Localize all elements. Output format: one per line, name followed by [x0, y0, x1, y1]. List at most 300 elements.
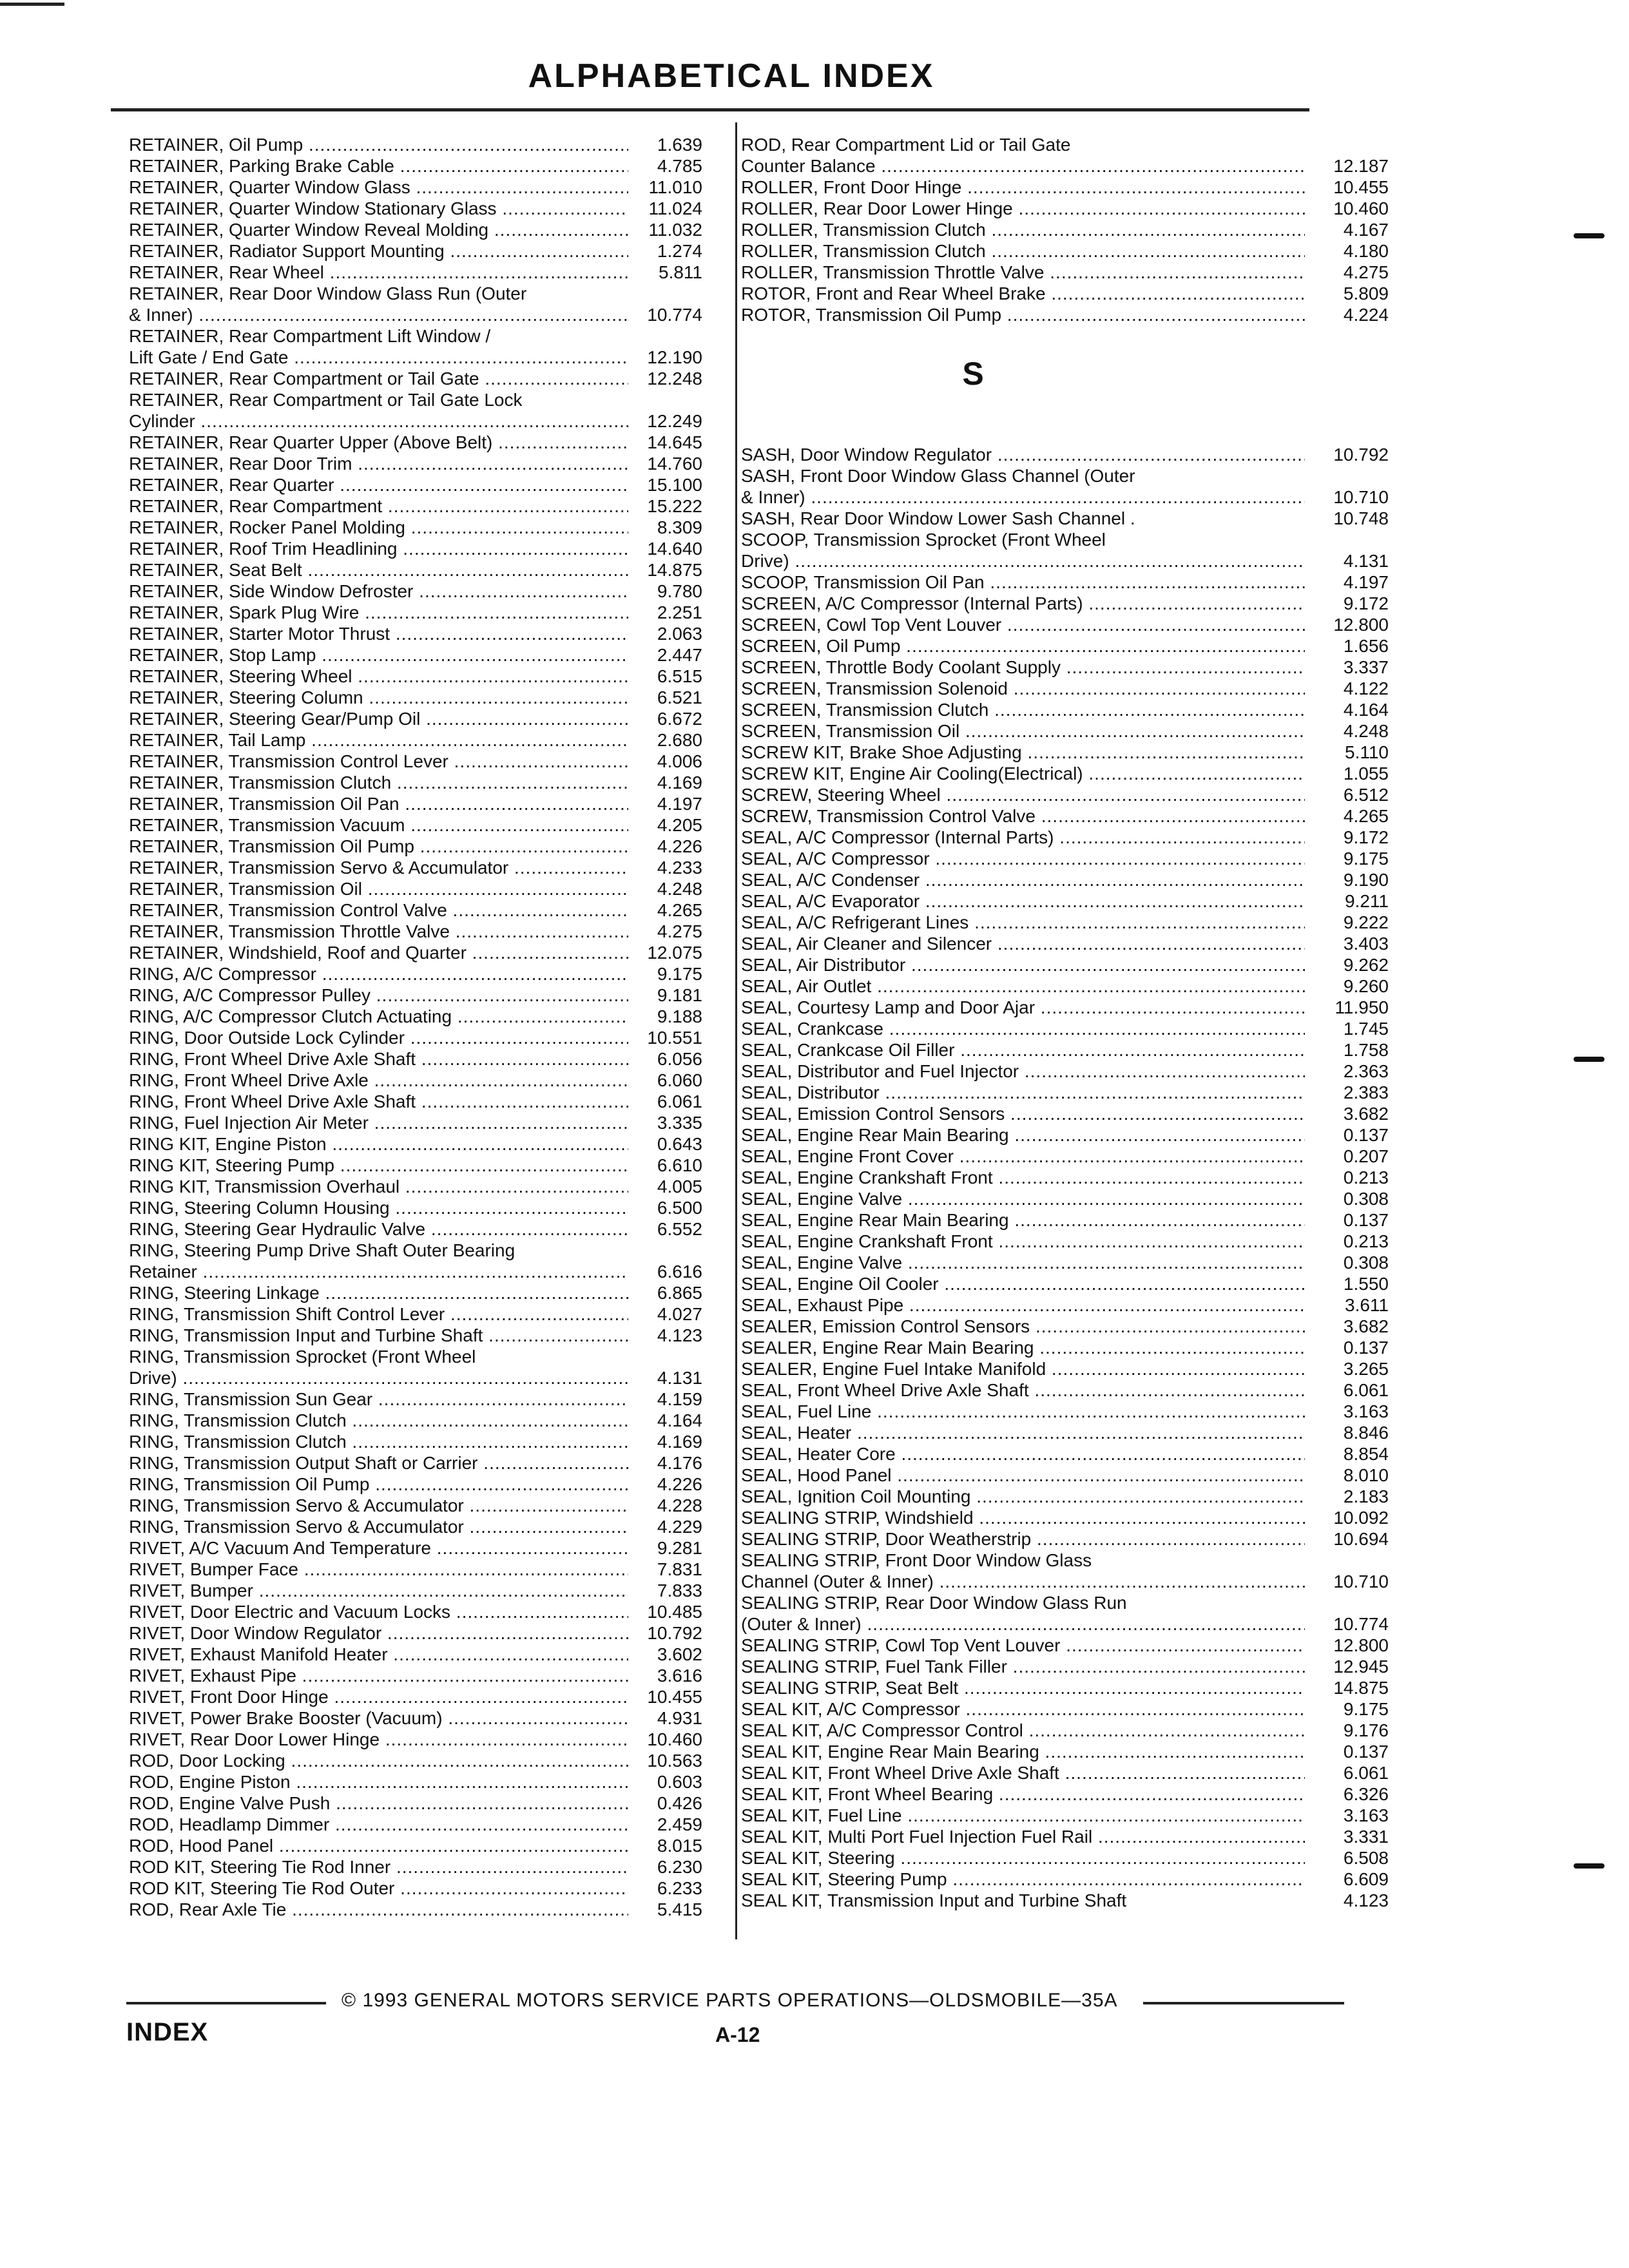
index-entry-page: 4.159 [657, 1389, 702, 1409]
index-entry-label: SEAL KIT, Fuel Line ..... [741, 1805, 1305, 1826]
index-entry-page: 4.131 [1343, 551, 1389, 571]
index-entry-label: SCREEN, Transmission Oil ..... [741, 720, 1305, 742]
index-entry [741, 1443, 1389, 1465]
index-entry-label: SCREEN, Throttle Body Coolant Supply ..... [741, 657, 1305, 678]
index-entry [741, 635, 1389, 657]
index-entry-label: SEAL KIT, Front Wheel Drive Axle Shaft ..... [741, 1762, 1305, 1783]
index-entry-label: RING, A/C Compressor ..... [129, 963, 628, 985]
index-entry-label: RETAINER, Steering Wheel ..... [129, 666, 628, 687]
index-entry-label: RING KIT, Engine Piston ..... [129, 1133, 628, 1155]
index-entry [741, 593, 1389, 614]
index-entry [129, 1218, 702, 1240]
index-entry [129, 474, 702, 495]
index-entry [129, 1899, 702, 1920]
index-entry [129, 772, 702, 793]
index-entry-page: 3.265 [1343, 1359, 1389, 1379]
index-entry-page: 10.460 [647, 1729, 702, 1749]
index-entry-label: SEAL, Front Wheel Drive Axle Shaft ..... [741, 1379, 1305, 1401]
index-entry-label: ROD, Engine Piston ..... [129, 1771, 628, 1792]
index-entry-label: Drive) ..... [741, 550, 1305, 572]
index-entry-label: RING, Transmission Oil Pump ..... [129, 1474, 628, 1495]
index-entry-label: SEAL, Ignition Coil Mounting ..... [741, 1486, 1305, 1507]
index-entry [129, 1856, 702, 1878]
index-entry [129, 538, 702, 559]
index-entry-label: SEAL KIT, Engine Rear Main Bearing ..... [741, 1741, 1305, 1762]
index-entry [129, 177, 702, 198]
index-entry-page: 5.415 [657, 1899, 702, 1919]
index-entry [741, 890, 1389, 912]
index-entry-label: RETAINER, Transmission Oil ..... [129, 878, 628, 899]
index-entry-label: SEAL, Fuel Line ..... [741, 1401, 1305, 1422]
index-entry-label: Drive) ..... [129, 1367, 628, 1389]
index-entry [741, 1231, 1389, 1252]
index-entry [741, 444, 1389, 465]
index-entry-page: 14.875 [1333, 1678, 1389, 1698]
index-entry-page: 3.682 [1343, 1104, 1389, 1124]
index-entry-page: 4.248 [657, 879, 702, 899]
index-entry-page: 4.122 [1343, 678, 1389, 698]
index-entry-label: SEAL, Crankcase Oil Filler ..... [741, 1039, 1305, 1061]
index-entry [129, 1027, 702, 1048]
index-entry-label: SEALER, Engine Fuel Intake Manifold ..... [741, 1358, 1305, 1379]
index-entry [129, 283, 702, 304]
index-entry [129, 410, 702, 432]
index-entry-label: RIVET, Power Brake Booster (Vacuum) ..... [129, 1707, 628, 1729]
index-entry [129, 963, 702, 985]
index-entry [741, 1720, 1389, 1741]
index-entry-page: 8.015 [657, 1836, 702, 1856]
index-entry [129, 814, 702, 836]
index-entry [741, 657, 1389, 678]
index-entry-label: SEAL, Air Outlet ..... [741, 975, 1305, 997]
index-entry-page: 4.275 [657, 921, 702, 941]
index-entry [129, 1006, 702, 1027]
index-entry-label: RING KIT, Steering Pump ..... [129, 1155, 628, 1176]
index-entry-page: 10.748 [1333, 508, 1389, 528]
index-entry-page: 9.172 [1343, 827, 1389, 847]
index-entry-label: SCREEN, A/C Compressor (Internal Parts) ..... [741, 593, 1305, 614]
index-entry [741, 1741, 1389, 1762]
index-entry [129, 985, 702, 1006]
index-entry-page: 10.563 [647, 1751, 702, 1771]
index-entry [129, 602, 702, 623]
index-entry-label: RIVET, Front Door Hinge ..... [129, 1686, 628, 1707]
index-entry-page: 1.639 [657, 135, 702, 155]
index-entry [129, 1048, 702, 1070]
index-column-left [129, 134, 702, 1920]
index-entry-page: 12.187 [1333, 156, 1389, 176]
index-entry-page: 1.758 [1343, 1040, 1389, 1060]
index-entry [741, 912, 1389, 933]
index-entry-label: RING, Front Wheel Drive Axle Shaft ..... [129, 1091, 628, 1112]
index-entry-page: 6.056 [657, 1049, 702, 1069]
index-entry [129, 1112, 702, 1133]
index-entry-page: 12.190 [647, 347, 702, 367]
index-entry-label: ROD, Engine Valve Push ..... [129, 1792, 628, 1814]
index-entry [741, 1783, 1389, 1805]
index-entry [129, 1516, 702, 1537]
index-entry-page: 10.455 [1333, 177, 1389, 197]
index-entry-page: 9.175 [1343, 849, 1389, 869]
index-entry [129, 1452, 702, 1474]
index-entry-label: ROD, Rear Axle Tie ..... [129, 1899, 628, 1920]
index-entry [741, 1167, 1389, 1188]
index-entry-page: 9.190 [1343, 870, 1389, 890]
footer-section-label: INDEX [126, 2018, 209, 2046]
index-entry-page: 12.249 [647, 411, 702, 431]
index-entry [741, 805, 1389, 827]
index-entry [741, 1061, 1389, 1082]
index-entry [129, 1367, 702, 1389]
index-entry [741, 997, 1389, 1018]
index-entry-label: SEAL KIT, A/C Compressor Control ..... [741, 1720, 1305, 1741]
index-entry-label: RETAINER, Transmission Clutch ..... [129, 772, 628, 793]
index-entry-label: SEAL, Engine Oil Cooler ..... [741, 1273, 1305, 1294]
index-entry-page: 12.075 [647, 943, 702, 963]
index-entry-label: RING, Steering Gear Hydraulic Valve ..... [129, 1218, 628, 1240]
index-entry-page: 10.710 [1333, 487, 1389, 507]
index-entry-page: 6.609 [1343, 1869, 1389, 1889]
index-entry [741, 954, 1389, 975]
index-entry-label: RETAINER, Rear Door Window Glass Run (Outer [129, 284, 527, 303]
index-entry-label: SCOOP, Transmission Sprocket (Front Wheel [741, 530, 1106, 550]
index-entry-label: RIVET, Rear Door Lower Hinge ..... [129, 1729, 628, 1750]
index-entry [129, 1580, 702, 1601]
index-entry-label: RETAINER, Transmission Servo & Accumulator ..... [129, 857, 628, 878]
index-entry-label: RING, Front Wheel Drive Axle ..... [129, 1070, 628, 1091]
index-entry [741, 1635, 1389, 1656]
index-entry-label: Retainer ..... [129, 1261, 628, 1282]
index-entry-page: 0.308 [1343, 1189, 1389, 1209]
index-entry-label: RING, Door Outside Lock Cylinder ..... [129, 1027, 628, 1048]
index-entry-label: RETAINER, Starter Motor Thrust ..... [129, 623, 628, 644]
index-entry-label: SCREW, Transmission Control Valve ..... [741, 805, 1305, 827]
index-entry-page: 11.024 [648, 198, 702, 218]
footer-copyright: © 1993 GENERAL MOTORS SERVICE PARTS OPERATIONS—OLDSMOBILE—35A [342, 1990, 1118, 2011]
index-entry [741, 1847, 1389, 1869]
index-entry-label: RETAINER, Rear Quarter ..... [129, 474, 628, 495]
index-entry-page: 10.694 [1333, 1529, 1389, 1549]
index-entry-label: ROTOR, Front and Rear Wheel Brake ..... [741, 283, 1305, 304]
index-entry [129, 1644, 702, 1665]
footer-rule-right [1143, 2002, 1344, 2004]
index-entry [129, 1389, 702, 1410]
index-entry-label: SCREW KIT, Engine Air Cooling(Electrical) ..... [741, 763, 1305, 784]
index-entry [741, 198, 1389, 219]
index-entry-label: RETAINER, Side Window Defroster ..... [129, 581, 628, 602]
index-entry-page: 2.251 [657, 602, 702, 622]
index-entry [129, 1091, 702, 1112]
index-entry-label: RING, Transmission Servo & Accumulator ..... [129, 1516, 628, 1537]
index-entry-page: 4.233 [657, 858, 702, 878]
index-entry-label: RING, A/C Compressor Clutch Actuating ..... [129, 1006, 628, 1027]
index-entry-label: SEAL, Engine Valve ..... [741, 1188, 1305, 1209]
index-entry-page: 6.500 [657, 1198, 702, 1218]
index-entry-label: RETAINER, Seat Belt ..... [129, 559, 628, 581]
index-entry-label: SEAL KIT, Steering Pump ..... [741, 1869, 1305, 1890]
index-entry-page: 10.455 [647, 1687, 702, 1707]
index-entry-page: 5.811 [659, 262, 702, 282]
index-entry-page: 4.228 [657, 1495, 702, 1515]
index-entry [741, 1124, 1389, 1146]
index-entry [741, 1294, 1389, 1316]
scan-corner-mark [0, 3, 64, 6]
index-entry-label: SEAL, A/C Compressor ..... [741, 848, 1305, 869]
index-entry-page: 0.137 [1343, 1742, 1389, 1762]
index-entry [129, 1325, 702, 1346]
index-entry-page: 9.262 [1343, 955, 1389, 975]
index-entry-page: 4.123 [1343, 1890, 1389, 1910]
index-entry [129, 1431, 702, 1452]
index-entry [741, 1337, 1389, 1358]
index-entry-page: 6.521 [657, 687, 702, 707]
index-entry [129, 644, 702, 666]
index-entry-label: ROD KIT, Steering Tie Rod Outer ..... [129, 1878, 628, 1899]
index-entry-page: 6.515 [657, 666, 702, 686]
index-entry-label: SEAL KIT, Front Wheel Bearing ..... [741, 1783, 1305, 1805]
index-entry-label: SEAL, Engine Rear Main Bearing ..... [741, 1209, 1305, 1231]
index-entry [129, 1750, 702, 1771]
index-entry-label: SEAL, A/C Condenser ..... [741, 869, 1305, 890]
index-entry [129, 347, 702, 368]
index-entry-label: RETAINER, Spark Plug Wire ..... [129, 602, 628, 623]
index-entry [129, 729, 702, 751]
index-entry [129, 559, 702, 581]
index-entry [741, 1528, 1389, 1550]
index-entry [741, 784, 1389, 805]
index-entry-page: 14.645 [647, 432, 702, 452]
margin-mark [1574, 1863, 1605, 1869]
index-entry [129, 1686, 702, 1707]
index-entry-label: Cylinder ..... [129, 410, 628, 432]
index-entry-page: 2.363 [1343, 1061, 1389, 1081]
index-entry [741, 134, 1389, 155]
index-entry-page: 14.760 [647, 454, 702, 474]
index-entry-label: RING, Steering Pump Drive Shaft Outer Bearing [129, 1240, 516, 1260]
index-entry [129, 1729, 702, 1750]
index-entry-page: 4.005 [657, 1177, 702, 1196]
index-entry [129, 793, 702, 814]
index-entry-page: 6.233 [657, 1878, 702, 1898]
index-entry-page: 2.063 [657, 624, 702, 644]
index-entry-label: RIVET, Exhaust Manifold Heater ..... [129, 1644, 628, 1665]
index-entry-label: ROLLER, Front Door Hinge ..... [741, 177, 1305, 198]
index-entry-page: 4.265 [1343, 806, 1389, 826]
index-entry [129, 1155, 702, 1176]
index-entry [741, 1252, 1389, 1273]
index-entry-label: SEAL, A/C Evaporator ..... [741, 890, 1305, 912]
index-entry-label: SEALER, Engine Rear Main Bearing ..... [741, 1337, 1305, 1358]
index-entry [741, 1592, 1389, 1613]
index-entry-page: 6.512 [1343, 785, 1389, 805]
index-entry-page: 4.169 [657, 1432, 702, 1452]
index-entry [741, 827, 1389, 848]
index-entry [741, 1103, 1389, 1124]
index-entry [741, 869, 1389, 890]
index-entry-page: 4.224 [1343, 305, 1389, 325]
index-s-entries [741, 444, 1389, 1911]
index-entry [129, 836, 702, 857]
index-entry [741, 219, 1389, 240]
index-entry-label: SEAL KIT, Transmission Input and Turbine Shaft [741, 1890, 1127, 1910]
index-entry [741, 699, 1389, 720]
index-entry [129, 1303, 702, 1325]
index-entry-label: Lift Gate / End Gate ..... [129, 347, 628, 368]
index-entry-label: RETAINER, Rear Compartment or Tail Gate Lock [129, 390, 523, 410]
index-entry-label: ROLLER, Rear Door Lower Hinge ..... [741, 198, 1305, 219]
index-entry [741, 763, 1389, 784]
index-entry-page: 9.260 [1343, 976, 1389, 996]
index-entry [741, 508, 1389, 529]
index-entry-page: 11.010 [648, 177, 702, 197]
index-entry [129, 878, 702, 899]
index-entry [129, 1771, 702, 1792]
index-entry-label: RIVET, Door Electric and Vacuum Locks ..... [129, 1601, 628, 1622]
index-entry-label: SCREEN, Cowl Top Vent Louver ..... [741, 614, 1305, 635]
index-entry [741, 1890, 1389, 1911]
index-entry-page: 6.672 [657, 709, 702, 729]
index-entry-page: 4.131 [657, 1368, 702, 1388]
index-entry-page: 12.800 [1333, 615, 1389, 635]
index-entry-page: 14.875 [647, 560, 702, 580]
index-entry-label: RETAINER, Transmission Vacuum ..... [129, 814, 628, 836]
index-entry [129, 517, 702, 538]
index-entry [741, 1379, 1389, 1401]
index-entry-label: SEALING STRIP, Seat Belt ..... [741, 1677, 1305, 1698]
index-entry-page: 6.552 [657, 1219, 702, 1239]
index-entry-page: 9.175 [657, 964, 702, 984]
index-entry [129, 1410, 702, 1431]
footer-rule-left [126, 2002, 326, 2004]
index-entry [129, 1282, 702, 1303]
index-entry-page: 4.785 [657, 156, 702, 176]
index-entry-page: 7.831 [657, 1559, 702, 1579]
index-entry-label: SEAL, Engine Front Cover ..... [741, 1146, 1305, 1167]
index-entry [741, 550, 1389, 572]
index-entry-page: 6.616 [657, 1262, 702, 1282]
index-entry [129, 942, 702, 963]
index-entry-label: Channel (Outer & Inner) ..... [741, 1571, 1305, 1592]
index-entry [741, 1805, 1389, 1826]
index-entry-page: 12.248 [647, 369, 702, 389]
index-entry-label: (Outer & Inner) ..... [741, 1613, 1305, 1635]
index-entry-page: 6.061 [1343, 1380, 1389, 1400]
index-entry [741, 1209, 1389, 1231]
index-entry-label: SEAL, Air Distributor ..... [741, 954, 1305, 975]
index-entry-label: RING, Transmission Shift Control Lever ..... [129, 1303, 628, 1325]
index-entry [129, 134, 702, 155]
index-entry-page: 9.176 [1343, 1720, 1389, 1740]
index-entry-label: RETAINER, Rear Compartment Lift Window / [129, 326, 491, 346]
index-entry [741, 1571, 1389, 1592]
index-entry-label: SEAL, Engine Rear Main Bearing ..... [741, 1124, 1305, 1146]
index-entry-label: SCREEN, Transmission Clutch ..... [741, 699, 1305, 720]
index-entry-page: 9.780 [657, 581, 702, 601]
index-entry-label: SEAL, Air Cleaner and Silencer ..... [741, 933, 1305, 954]
index-entry-label: RETAINER, Rear Door Trim ..... [129, 453, 628, 474]
index-entry-page: 8.309 [657, 517, 702, 537]
index-entry-label: ROD, Door Locking ..... [129, 1750, 628, 1771]
index-entry-page: 4.164 [1343, 700, 1389, 720]
index-entry-label: RING, A/C Compressor Pulley ..... [129, 985, 628, 1006]
index-entry-label: RING KIT, Transmission Overhaul ..... [129, 1176, 628, 1197]
index-entry-page: 8.846 [1343, 1423, 1389, 1443]
index-entry-page: 1.745 [1343, 1019, 1389, 1039]
index-entry [129, 581, 702, 602]
index-entry-page: 3.331 [1343, 1827, 1389, 1847]
index-entry-label: RING, Steering Column Housing ..... [129, 1197, 628, 1218]
index-entry-page: 3.403 [1343, 934, 1389, 954]
index-entry [741, 1869, 1389, 1890]
index-entry-label: ROTOR, Transmission Oil Pump ..... [741, 304, 1305, 325]
index-entry [129, 1707, 702, 1729]
index-entry-label: RING, Transmission Input and Turbine Shaft ..... [129, 1325, 628, 1346]
index-entry-page: 3.682 [1343, 1316, 1389, 1336]
index-entry-page: 4.164 [657, 1410, 702, 1430]
index-entry [741, 742, 1389, 763]
index-entry-label: RETAINER, Steering Gear/Pump Oil ..... [129, 708, 628, 729]
index-entry-page: 0.213 [1343, 1168, 1389, 1187]
index-entry-page: 6.508 [1343, 1848, 1389, 1868]
index-entry [129, 1537, 702, 1559]
index-entry [741, 1018, 1389, 1039]
index-entry-label: SEAL, Emission Control Sensors ..... [741, 1103, 1305, 1124]
index-entry-label: SEAL, A/C Refrigerant Lines ..... [741, 912, 1305, 933]
index-entry [129, 857, 702, 878]
index-entry [741, 720, 1389, 742]
index-entry-page: 7.833 [657, 1581, 702, 1600]
index-entry-label: SCREW, Steering Wheel ..... [741, 784, 1305, 805]
index-entry [741, 1762, 1389, 1783]
index-entry-page: 6.865 [657, 1283, 702, 1303]
index-entry-page: 6.061 [1343, 1763, 1389, 1783]
index-entry [741, 1358, 1389, 1379]
index-entry-page: 5.110 [1345, 742, 1389, 762]
index-entry-page: 9.211 [1345, 891, 1389, 911]
index-entry [129, 1176, 702, 1197]
index-entry [129, 1622, 702, 1644]
index-entry-page: 9.281 [657, 1538, 702, 1558]
index-entry-page: 10.792 [1333, 445, 1389, 465]
index-entry-page: 9.181 [657, 985, 702, 1005]
index-entry-page: 2.183 [1343, 1486, 1389, 1506]
index-entry [741, 1146, 1389, 1167]
index-entry [741, 283, 1389, 304]
index-entry-label: SEALING STRIP, Windshield ..... [741, 1507, 1305, 1528]
index-entry [129, 1261, 702, 1282]
index-entry-label: RETAINER, Rear Compartment or Tail Gate ..... [129, 368, 628, 389]
index-entry [129, 899, 702, 921]
index-entry [129, 1792, 702, 1814]
index-entry-label: SEAL, Distributor ..... [741, 1082, 1305, 1103]
index-entry-label: SCREEN, Oil Pump ..... [741, 635, 1305, 657]
index-entry-page: 2.680 [657, 730, 702, 750]
index-entry-page: 4.123 [657, 1325, 702, 1345]
index-entry [129, 1835, 702, 1856]
index-entry-page: 6.230 [657, 1857, 702, 1877]
index-entry-page: 10.774 [647, 305, 702, 325]
index-entry-page: 10.774 [1333, 1614, 1389, 1634]
index-entry-label: RETAINER, Quarter Window Glass ..... [129, 177, 628, 198]
index-entry-page: 0.137 [1343, 1338, 1389, 1358]
index-entry [741, 1188, 1389, 1209]
index-entry [129, 198, 702, 219]
index-entry-page: 6.061 [657, 1091, 702, 1111]
index-entry-page: 0.137 [1343, 1125, 1389, 1145]
index-entry [741, 1082, 1389, 1103]
index-entry [741, 1656, 1389, 1677]
index-entry [129, 666, 702, 687]
